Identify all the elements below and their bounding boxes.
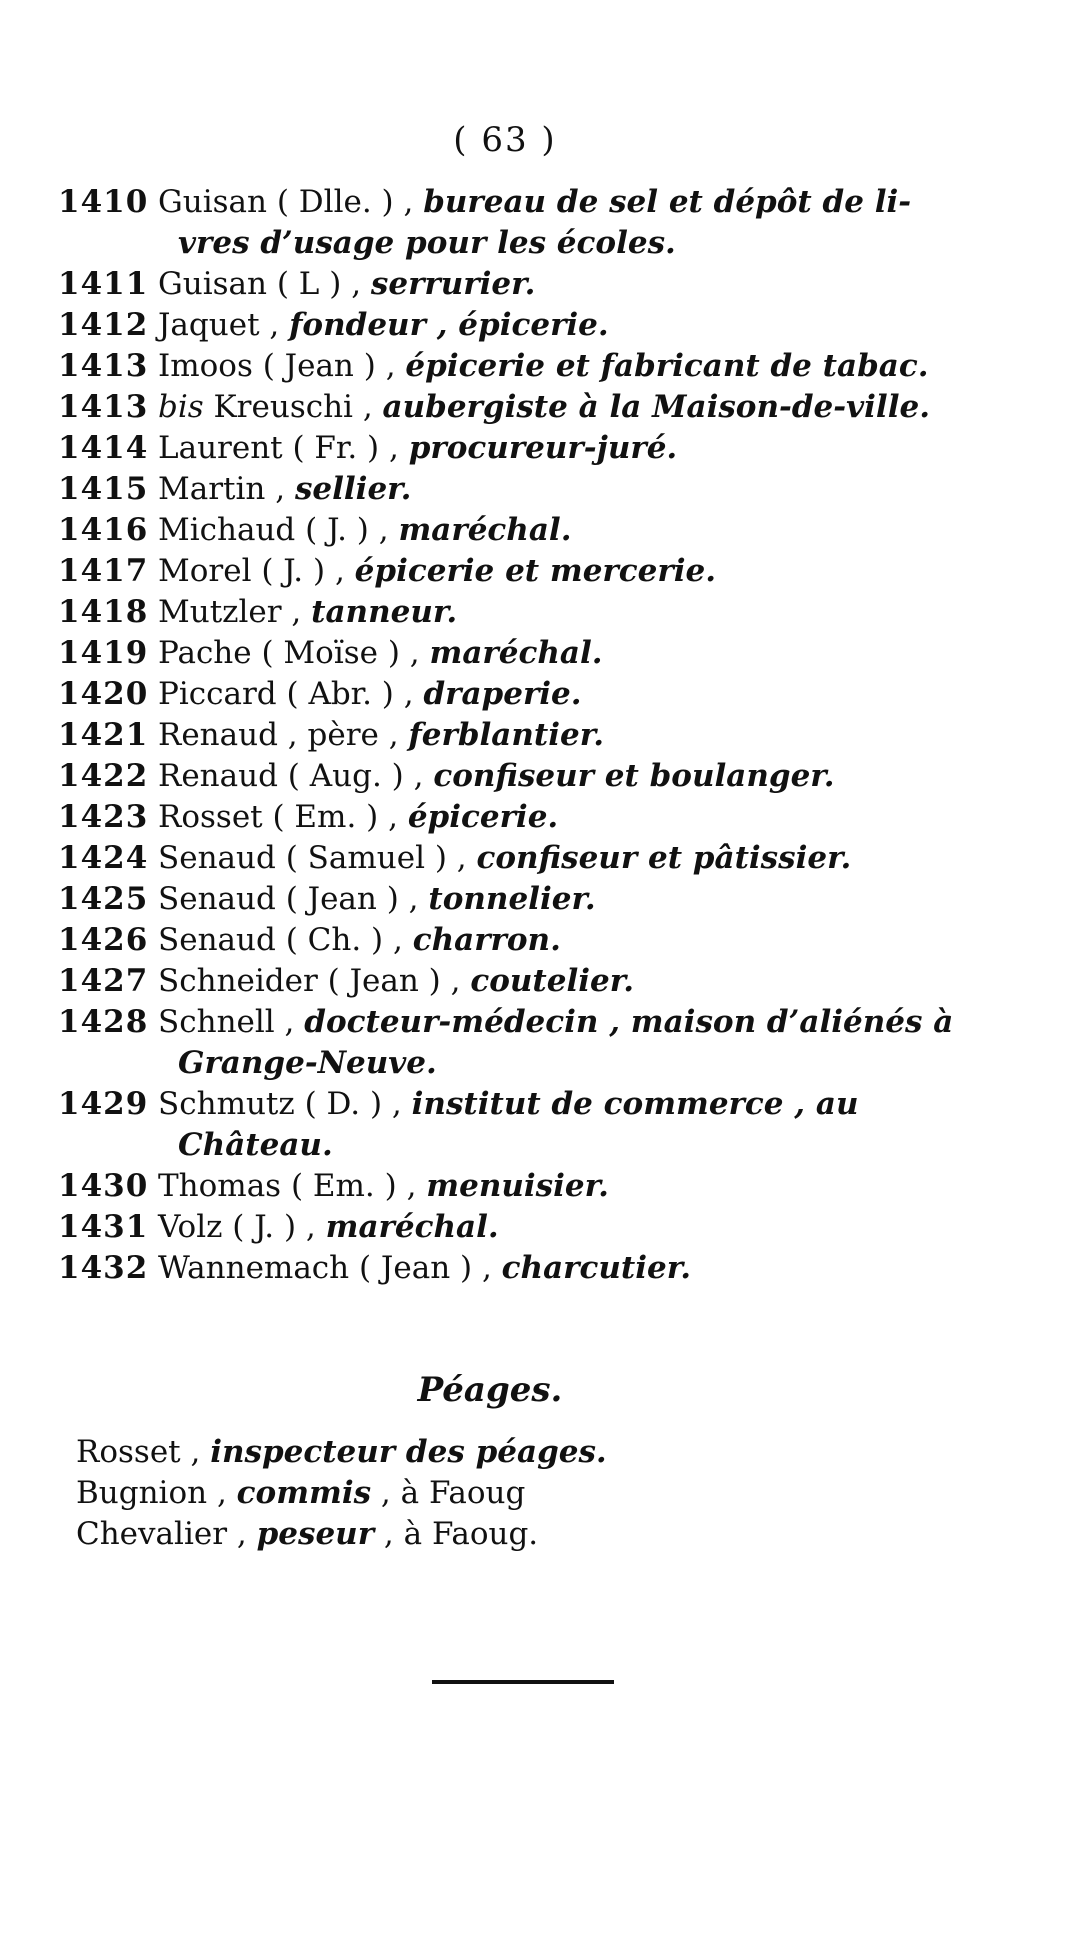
entry-name: Senaud ( Samuel ) , — [158, 840, 477, 876]
entry-text — [158, 182, 988, 223]
entry-number: 1430 — [58, 1168, 149, 1204]
entry-name: Volz ( J. ) , — [158, 1209, 326, 1245]
list-item — [58, 510, 988, 551]
entry-text — [158, 674, 988, 715]
toll-role: commis — [236, 1475, 372, 1511]
entry-number: 1410 — [58, 184, 149, 220]
entry-number: 1413 — [58, 389, 149, 425]
entry-number: 1418 — [58, 594, 149, 630]
entry-occupation: procureur-juré. — [408, 430, 678, 466]
list-item — [58, 182, 988, 223]
entry-name: Imoos ( Jean ) , — [158, 348, 406, 384]
page-number: ( 63 ) — [453, 120, 557, 160]
entry-occupation: menuisier. — [426, 1168, 609, 1204]
entry-occupation: maréchal. — [429, 635, 603, 671]
entry-name: Schneider ( Jean ) , — [158, 963, 471, 999]
entry-text — [158, 1207, 988, 1248]
entry-text — [158, 879, 988, 920]
entry-occupation: coutelier. — [470, 963, 635, 999]
entry-text — [158, 428, 988, 469]
entry-number: 1426 — [58, 922, 149, 958]
entry-text — [158, 1084, 988, 1125]
entry-text — [158, 920, 988, 961]
entry-occupation: ferblantier. — [408, 717, 604, 753]
entry-number: 1427 — [58, 963, 149, 999]
list-item — [76, 1473, 976, 1514]
entry-text — [158, 592, 988, 633]
toll-role: peseur — [256, 1516, 375, 1552]
list-item — [58, 961, 988, 1002]
entry-number: 1416 — [58, 512, 149, 548]
entry-continuation: Château. — [178, 1127, 333, 1163]
entry-occupation: tonnelier. — [428, 881, 596, 917]
entry-number: 1431 — [58, 1209, 149, 1245]
section-divider — [432, 1680, 614, 1684]
list-item — [58, 551, 988, 592]
entry-text — [158, 346, 988, 387]
list-item — [58, 1166, 988, 1207]
toll-name: Chevalier , — [76, 1516, 257, 1552]
entry-name: Mutzler , — [158, 594, 312, 630]
list-item — [58, 633, 988, 674]
entry-name: Guisan ( Dlle. ) , — [158, 184, 424, 220]
entry-occupation: charcutier. — [501, 1250, 692, 1286]
entry-occupation: sellier. — [294, 471, 412, 507]
toll-role: inspecteur des péages. — [210, 1434, 607, 1470]
entry-occupation: épicerie et mercerie. — [354, 553, 716, 589]
list-item — [58, 715, 988, 756]
entry-name: Thomas ( Em. ) , — [158, 1168, 427, 1204]
entry-number: 1422 — [58, 758, 149, 794]
entry-text — [158, 715, 988, 756]
entry-name: Guisan ( L ) , — [158, 266, 371, 302]
list-item — [58, 1207, 988, 1248]
entry-occupation: aubergiste à la Maison-de-ville. — [382, 389, 930, 425]
entry-occupation: épicerie. — [407, 799, 559, 835]
entry-text — [158, 510, 988, 551]
entry-text — [158, 469, 988, 510]
entry-text — [158, 551, 988, 592]
entry-number: 1429 — [58, 1086, 149, 1122]
toll-place: , à Faoug — [371, 1475, 526, 1511]
entry-name: Morel ( J. ) , — [158, 553, 355, 589]
entry-occupation: fondeur , épicerie. — [289, 307, 609, 343]
list-item — [58, 469, 988, 510]
entry-text — [158, 1166, 988, 1207]
entry-number: 1412 — [58, 307, 149, 343]
toll-name: Rosset , — [76, 1434, 211, 1470]
entry-number: 1421 — [58, 717, 149, 753]
list-item — [58, 838, 988, 879]
entry-name: Renaud ( Aug. ) , — [158, 758, 434, 794]
entry-text — [158, 756, 988, 797]
entry-occupation: maréchal. — [325, 1209, 499, 1245]
list-item — [58, 674, 988, 715]
entry-text — [158, 961, 988, 1002]
entry-number: 1414 — [58, 430, 149, 466]
entry-continuation: Grange-Neuve. — [178, 1045, 437, 1081]
entry-number: 1432 — [58, 1250, 149, 1286]
entry-number: 1417 — [58, 553, 149, 589]
entry-occupation: docteur-médecin , maison d’aliénés à — [304, 1004, 954, 1040]
entry-name: Kreuschi , — [203, 389, 383, 425]
list-item — [58, 920, 988, 961]
entry-occupation: maréchal. — [398, 512, 572, 548]
entry-name: Piccard ( Abr. ) , — [158, 676, 424, 712]
toll-name: Bugnion , — [76, 1475, 237, 1511]
entry-text — [158, 1002, 988, 1043]
entry-occupation: confiseur et pâtissier. — [476, 840, 852, 876]
entry-text — [158, 305, 988, 346]
entry-name: Schnell , — [158, 1004, 305, 1040]
entry-number: 1423 — [58, 799, 149, 835]
list-item — [58, 756, 988, 797]
list-item — [58, 346, 988, 387]
entry-occupation: tanneur. — [311, 594, 458, 630]
entry-occupation: serrurier. — [370, 266, 536, 302]
entry-occupation: bureau de sel et dépôt de li- — [423, 184, 912, 220]
list-item — [76, 1514, 976, 1555]
entry-name: Michaud ( J. ) , — [158, 512, 399, 548]
entry-number: 1415 — [58, 471, 149, 507]
entry-text — [158, 797, 988, 838]
entry-name: Senaud ( Jean ) , — [158, 881, 429, 917]
entry-name: Laurent ( Fr. ) , — [158, 430, 409, 466]
list-item — [76, 1432, 976, 1473]
entry-number: 1428 — [58, 1004, 149, 1040]
list-item — [58, 428, 988, 469]
entry-number: 1420 — [58, 676, 149, 712]
entry-number: 1419 — [58, 635, 149, 671]
entry-number: 1425 — [58, 881, 149, 917]
entry-name: Renaud , père , — [158, 717, 409, 753]
toll-place: , à Faoug. — [374, 1516, 539, 1552]
list-item — [58, 592, 988, 633]
entry-occupation: confiseur et boulanger. — [433, 758, 835, 794]
directory-list — [58, 182, 988, 1289]
entry-number: 1424 — [58, 840, 149, 876]
list-item — [58, 797, 988, 838]
entry-occupation: épicerie et fabricant de tabac. — [405, 348, 929, 384]
list-item — [58, 879, 988, 920]
entry-bis-marker: bis — [158, 389, 204, 425]
list-item — [58, 305, 988, 346]
tolls-list — [76, 1432, 976, 1555]
entry-text — [158, 387, 988, 428]
entry-text — [158, 1248, 988, 1289]
entry-number: 1413 — [58, 348, 149, 384]
entry-name: Senaud ( Ch. ) , — [158, 922, 413, 958]
entry-name: Rosset ( Em. ) , — [158, 799, 408, 835]
list-item — [58, 1248, 988, 1289]
entry-number: 1411 — [58, 266, 149, 302]
entry-name: Wannemach ( Jean ) , — [158, 1250, 502, 1286]
entry-name: Pache ( Moïse ) , — [158, 635, 430, 671]
entry-text — [158, 838, 988, 879]
list-item — [58, 387, 988, 428]
entry-occupation: draperie. — [423, 676, 582, 712]
entry-text — [158, 264, 988, 305]
entry-occupation: institut de commerce , au — [411, 1086, 859, 1122]
entry-text — [158, 633, 988, 674]
entry-name: Schmutz ( D. ) , — [158, 1086, 412, 1122]
entry-name: Jaquet , — [158, 307, 290, 343]
entry-occupation: charron. — [412, 922, 561, 958]
list-item — [58, 1002, 988, 1043]
section-title: Péages. — [417, 1370, 563, 1410]
list-item — [58, 264, 988, 305]
entry-name: Martin , — [158, 471, 295, 507]
entry-continuation: vres d’usage pour les écoles. — [178, 225, 676, 261]
list-item — [58, 1084, 988, 1125]
